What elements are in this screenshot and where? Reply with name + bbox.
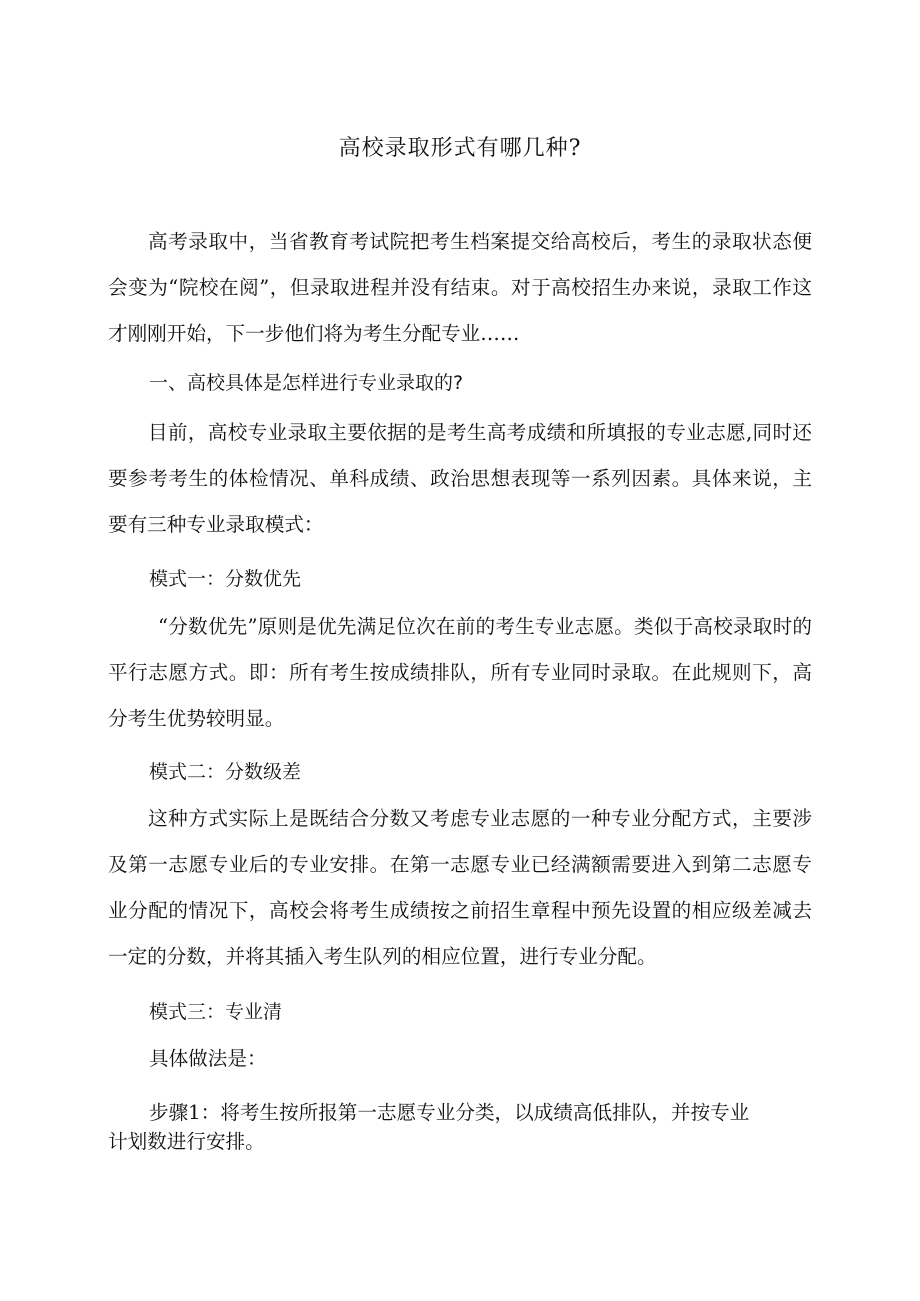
- step1-line2: 计划数进行安排。: [108, 1130, 265, 1153]
- document-title: 高校录取形式有哪几种?: [338, 136, 582, 161]
- step1-line1: 步骤1：将考生按所报第一志愿专业分类，以成绩高低排队，并按专业: [149, 1101, 750, 1124]
- mode1-paragraph: “分数优先”原则是优先满足位次在前的考生专业志愿。类似于高校录取时的平行志愿方式。即：所有考生按成绩排队，所有专业同时录取。在此规则下，高分考生优势较明显。: [108, 615, 812, 730]
- intro-paragraph: 高考录取中，当省教育考试院把考生档案提交给高校后，考生的录取状态便会变为“院校在阅”，但录取进程并没有结束。对于高校招生办来说，录取工作这才刚刚开始，下一步他们将为考生分配专业……: [108, 230, 812, 345]
- mode3-intro: 具体做法是：: [149, 1047, 267, 1070]
- section1-paragraph: 目前，高校专业录取主要依据的是考生高考成绩和所填报的专业志愿,同时还要参考考生的体检情况、单科成绩、政治思想表现等一系列因素。具体来说，主要有三种专业录取模式：: [108, 421, 812, 536]
- mode2-heading: 模式二：分数级差: [149, 761, 302, 783]
- mode2-paragraph: 这种方式实际上是既结合分数又考虑专业志愿的一种专业分配方式，主要涉及第一志愿专业后的专业安排。在第一志愿专业已经满额需要进入到第二志愿专业分配的情况下，高校会将考生成绩按之前招生章程中预先设置的相应级差减去一定的分数，并将其插入考生队列的相应位置，进行专业分配。: [108, 807, 812, 968]
- mode1-heading: 模式一：分数优先: [149, 568, 302, 590]
- section1-heading: 一、高校具体是怎样进行专业录取的?: [149, 372, 464, 394]
- mode3-heading: 模式三：专业清: [149, 1001, 283, 1023]
